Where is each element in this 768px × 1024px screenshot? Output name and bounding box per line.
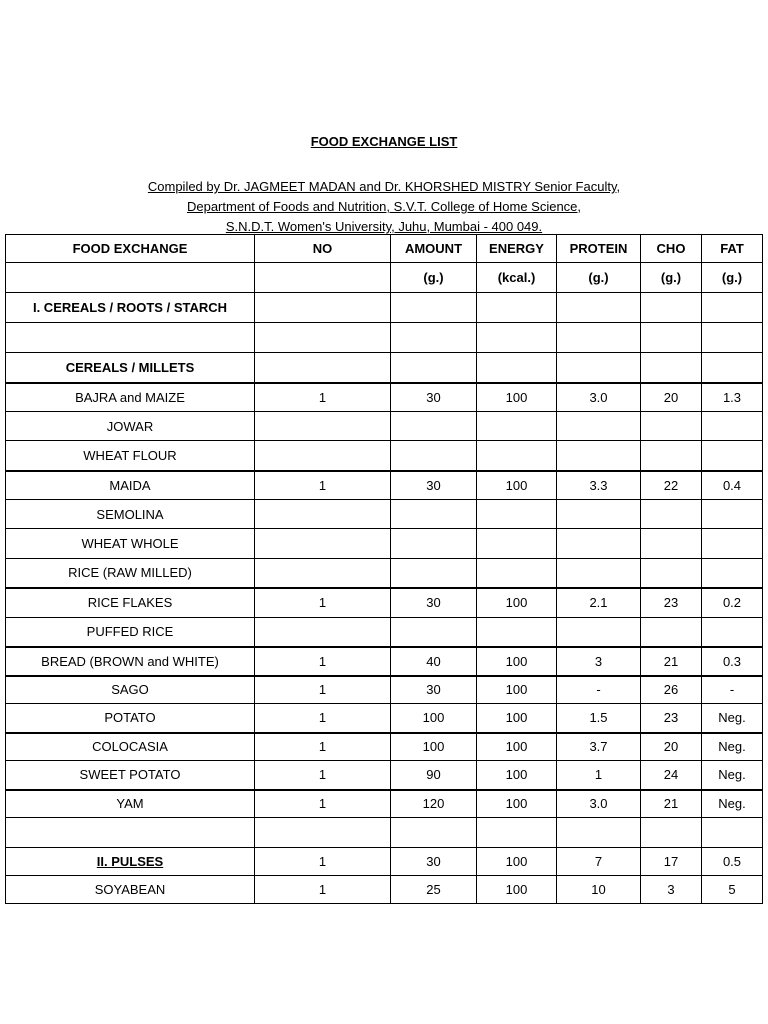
header-fat: FAT (702, 235, 763, 263)
cell-fat: 0.5 (702, 848, 763, 876)
table-row (6, 618, 763, 647)
table-row (6, 559, 763, 588)
header-energy: ENERGY (477, 235, 557, 263)
cell-amount: 30 (391, 383, 477, 412)
table-row (6, 441, 763, 471)
cell-energy (477, 818, 557, 848)
cell-food: SWEET POTATO (6, 761, 255, 790)
cell-no (255, 618, 391, 647)
cell-no: 1 (255, 876, 391, 904)
cell-energy (477, 500, 557, 529)
cell-fat (702, 353, 763, 383)
cell-no (255, 529, 391, 559)
cell-no: 1 (255, 761, 391, 790)
header-cho: CHO (641, 235, 702, 263)
cell-fat: 0.2 (702, 588, 763, 618)
cell-no (255, 412, 391, 441)
cell-amount (391, 559, 477, 588)
cell-amount (391, 441, 477, 471)
cell-food (6, 323, 255, 353)
table-row (6, 704, 763, 733)
cell-protein (557, 500, 641, 529)
cell-food: CEREALS / MILLETS (6, 353, 255, 383)
cell-cho (641, 441, 702, 471)
cell-protein: 7 (557, 848, 641, 876)
cell-no (255, 323, 391, 353)
cell-energy (477, 559, 557, 588)
cell-amount: 30 (391, 588, 477, 618)
cell-energy: 100 (477, 588, 557, 618)
cell-amount (391, 293, 477, 323)
cell-food: BREAD (BROWN and WHITE) (6, 647, 255, 676)
credit-line-1: Compiled by Dr. JAGMEET MADAN and Dr. KHORSHED MISTRY Senior Faculty, (147, 179, 621, 194)
table-row (6, 529, 763, 559)
table-row (6, 818, 763, 848)
cell-amount: 120 (391, 790, 477, 818)
table-row (6, 676, 763, 704)
cell-energy: 100 (477, 848, 557, 876)
table-row (6, 848, 763, 876)
cell-food: MAIDA (6, 471, 255, 500)
cell-energy (477, 293, 557, 323)
cell-protein: 1 (557, 761, 641, 790)
cell-energy (477, 412, 557, 441)
cell-cho (641, 618, 702, 647)
cell-food: RICE (RAW MILLED) (6, 559, 255, 588)
cell-food: WHEAT WHOLE (6, 529, 255, 559)
unit-amount: (g.) (391, 263, 477, 293)
cell-protein: 10 (557, 876, 641, 904)
cell-fat (702, 618, 763, 647)
cell-cho (641, 412, 702, 441)
cell-protein: 3.7 (557, 733, 641, 761)
cell-energy (477, 529, 557, 559)
cell-protein: 3 (557, 647, 641, 676)
header-protein: PROTEIN (557, 235, 641, 263)
cell-energy (477, 353, 557, 383)
cell-food: POTATO (6, 704, 255, 733)
cell-cho (641, 323, 702, 353)
cell-protein (557, 618, 641, 647)
unit-cho: (g.) (641, 263, 702, 293)
cell-energy (477, 441, 557, 471)
cell-cho: 20 (641, 733, 702, 761)
cell-energy: 100 (477, 761, 557, 790)
header-no: NO (255, 235, 391, 263)
cell-amount (391, 353, 477, 383)
cell-cho: 23 (641, 588, 702, 618)
cell-energy: 100 (477, 704, 557, 733)
cell-cho: 23 (641, 704, 702, 733)
unit-protein: (g.) (557, 263, 641, 293)
cell-energy (477, 323, 557, 353)
cell-energy: 100 (477, 647, 557, 676)
cell-protein (557, 529, 641, 559)
cell-food: PUFFED RICE (6, 618, 255, 647)
cell-energy (477, 618, 557, 647)
cell-protein: 1.5 (557, 704, 641, 733)
cell-fat: 0.3 (702, 647, 763, 676)
cell-cho (641, 293, 702, 323)
table-row (6, 471, 763, 500)
header-row (6, 235, 763, 263)
cell-protein: 2.1 (557, 588, 641, 618)
cell-amount: 40 (391, 647, 477, 676)
cell-amount (391, 412, 477, 441)
table-row (6, 323, 763, 353)
cell-food: BAJRA and MAIZE (6, 383, 255, 412)
cell-food (6, 818, 255, 848)
cell-fat (702, 293, 763, 323)
cell-cho: 22 (641, 471, 702, 500)
cell-no (255, 818, 391, 848)
table-row (6, 790, 763, 818)
unit-no (255, 263, 391, 293)
cell-fat: Neg. (702, 704, 763, 733)
cell-protein (557, 293, 641, 323)
table-row (6, 353, 763, 383)
cell-fat: Neg. (702, 790, 763, 818)
table-row (6, 761, 763, 790)
cell-amount (391, 818, 477, 848)
cell-protein: 3.0 (557, 383, 641, 412)
cell-cho: 21 (641, 790, 702, 818)
cell-amount: 100 (391, 733, 477, 761)
cell-cho: 20 (641, 383, 702, 412)
cell-fat: Neg. (702, 733, 763, 761)
cell-fat (702, 500, 763, 529)
cell-energy: 100 (477, 471, 557, 500)
cell-amount: 100 (391, 704, 477, 733)
unit-fat: (g.) (702, 263, 763, 293)
cell-amount: 30 (391, 471, 477, 500)
cell-fat: 0.4 (702, 471, 763, 500)
cell-no: 1 (255, 647, 391, 676)
table-row (6, 876, 763, 904)
cell-energy: 100 (477, 383, 557, 412)
cell-no (255, 353, 391, 383)
cell-cho (641, 559, 702, 588)
cell-no: 1 (255, 383, 391, 412)
cell-food: I. CEREALS / ROOTS / STARCH (6, 293, 255, 323)
cell-food: JOWAR (6, 412, 255, 441)
cell-protein: 3.3 (557, 471, 641, 500)
cell-fat: 5 (702, 876, 763, 904)
cell-amount (391, 618, 477, 647)
cell-fat: - (702, 676, 763, 704)
cell-energy: 100 (477, 676, 557, 704)
cell-amount: 25 (391, 876, 477, 904)
cell-food: SAGO (6, 676, 255, 704)
table-row (6, 588, 763, 618)
cell-fat (702, 441, 763, 471)
cell-food: YAM (6, 790, 255, 818)
cell-fat: 1.3 (702, 383, 763, 412)
cell-food: RICE FLAKES (6, 588, 255, 618)
cell-food: SOYABEAN (6, 876, 255, 904)
cell-food: COLOCASIA (6, 733, 255, 761)
cell-energy: 100 (477, 876, 557, 904)
cell-cho (641, 529, 702, 559)
cell-fat (702, 559, 763, 588)
cell-no: 1 (255, 471, 391, 500)
cell-no (255, 559, 391, 588)
cell-no (255, 441, 391, 471)
cell-cho: 21 (641, 647, 702, 676)
cell-protein (557, 818, 641, 848)
unit-food-exchange (6, 263, 255, 293)
cell-protein (557, 323, 641, 353)
cell-amount (391, 323, 477, 353)
table-row (6, 733, 763, 761)
cell-cho (641, 500, 702, 529)
cell-fat (702, 818, 763, 848)
table-row (6, 412, 763, 441)
cell-energy: 100 (477, 733, 557, 761)
table-row (6, 293, 763, 323)
cell-no: 1 (255, 588, 391, 618)
cell-no: 1 (255, 676, 391, 704)
cell-food: WHEAT FLOUR (6, 441, 255, 471)
cell-cho: 17 (641, 848, 702, 876)
document-title: FOOD EXCHANGE LIST (310, 134, 458, 149)
cell-amount (391, 529, 477, 559)
cell-no: 1 (255, 790, 391, 818)
cell-no (255, 500, 391, 529)
cell-food: II. PULSES (6, 848, 255, 876)
header-amount: AMOUNT (391, 235, 477, 263)
cell-fat (702, 412, 763, 441)
cell-cho (641, 818, 702, 848)
cell-amount (391, 500, 477, 529)
table-row (6, 383, 763, 412)
credit-line-3: S.N.D.T. Women's University, Juhu, Mumbai - 400 049. (225, 219, 543, 234)
cell-amount: 30 (391, 676, 477, 704)
cell-amount: 30 (391, 848, 477, 876)
cell-cho: 26 (641, 676, 702, 704)
cell-fat: Neg. (702, 761, 763, 790)
units-row (6, 263, 763, 293)
unit-energy: (kcal.) (477, 263, 557, 293)
cell-cho: 3 (641, 876, 702, 904)
cell-protein (557, 412, 641, 441)
table-row (6, 647, 763, 676)
cell-amount: 90 (391, 761, 477, 790)
cell-protein (557, 353, 641, 383)
cell-protein (557, 559, 641, 588)
cell-food: SEMOLINA (6, 500, 255, 529)
cell-no (255, 293, 391, 323)
cell-no: 1 (255, 704, 391, 733)
header-food-exchange: FOOD EXCHANGE (6, 235, 255, 263)
cell-no: 1 (255, 848, 391, 876)
cell-no: 1 (255, 733, 391, 761)
cell-protein (557, 441, 641, 471)
cell-energy: 100 (477, 790, 557, 818)
cell-cho (641, 353, 702, 383)
cell-fat (702, 323, 763, 353)
cell-fat (702, 529, 763, 559)
table-row (6, 500, 763, 529)
cell-cho: 24 (641, 761, 702, 790)
credit-line-2: Department of Foods and Nutrition, S.V.T. College of Home Science, (186, 199, 582, 214)
food-exchange-table (5, 234, 763, 904)
cell-protein: 3.0 (557, 790, 641, 818)
cell-protein: - (557, 676, 641, 704)
